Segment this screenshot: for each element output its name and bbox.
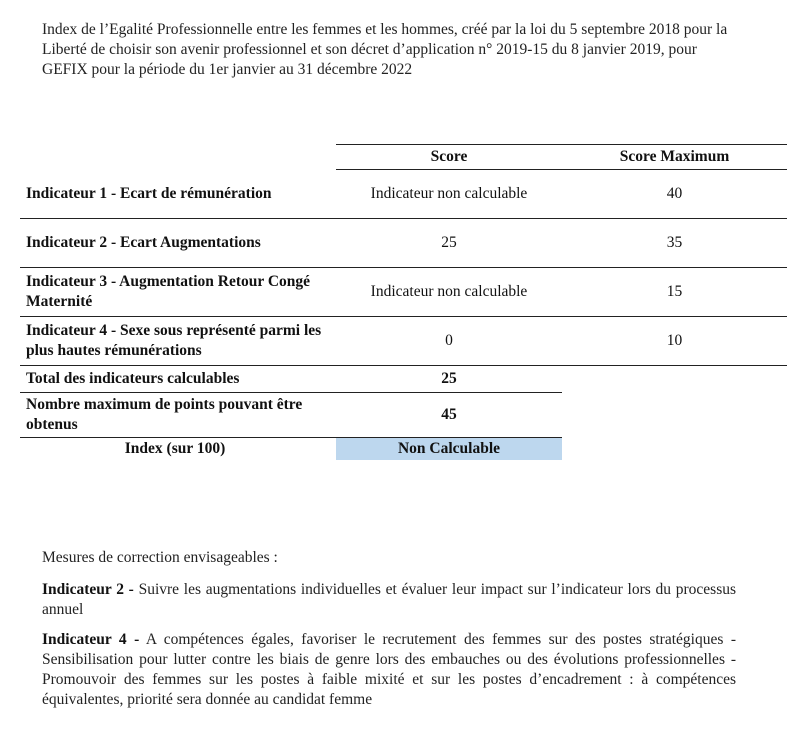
score-table — [20, 144, 787, 460]
correction-measures — [42, 548, 736, 720]
index-value: Non Calculable — [336, 438, 562, 461]
max-points-row — [20, 393, 787, 438]
row-max: 40 — [562, 170, 787, 219]
table-row — [20, 170, 787, 219]
header-score: Score — [336, 145, 562, 170]
row-label: Indicateur 2 - Ecart Augmentations — [20, 219, 336, 268]
total-row — [20, 366, 787, 393]
table-header-row — [20, 145, 787, 170]
intro-paragraph: Index de l’Egalité Professionnelle entre les femmes et les hommes, créé par la loi du 5 septembre 2018 pour la Liberté de choisir son avenir professionnel et son décret d’application n° 2019-15 du 8 janvier 2019, pour GEFIX pour la période du 1er janvier au 31 décembre 2022 — [42, 21, 728, 78]
table-row — [20, 317, 787, 366]
max-points-value: 45 — [336, 393, 562, 438]
measure-indicator-name: Indicateur 4 - — [42, 631, 140, 648]
measure-indicator-name: Indicateur 2 - — [42, 581, 134, 598]
row-score: 25 — [336, 219, 562, 268]
max-points-empty-cell — [562, 393, 787, 438]
row-label: Indicateur 3 - Augmentation Retour Congé Maternité — [20, 268, 336, 317]
row-score: Indicateur non calculable — [336, 170, 562, 219]
row-label: Indicateur 1 - Ecart de rémunération — [20, 170, 336, 219]
row-max: 15 — [562, 268, 787, 317]
row-max: 35 — [562, 219, 787, 268]
row-score: Indicateur non calculable — [336, 268, 562, 317]
table-row — [20, 268, 787, 317]
row-label: Indicateur 4 - Sexe sous représenté parmi les plus hautes rémunérations — [20, 317, 336, 366]
measure-text: Suivre les augmentations individuelles et évaluer leur impact sur l’indicateur lors du processus annuel — [42, 581, 737, 618]
max-points-label: Nombre maximum de points pouvant être obtenus — [20, 393, 336, 438]
header-empty-cell — [20, 145, 336, 170]
header-score-max: Score Maximum — [562, 145, 787, 170]
row-score: 0 — [336, 317, 562, 366]
measure-text: A compétences égales, favoriser le recrutement des femmes sur des postes stratégiques - Sensibilisation pour lutter contre les biais de genre lors des embauches ou des évolutions professionnelles - Promouvoir des femmes sur les postes à faible mixité et sur les postes d’encadrement : à compétences équivalentes, priorité sera donnée au candidat femme — [42, 631, 736, 708]
total-value: 25 — [336, 366, 562, 393]
table-row — [20, 219, 787, 268]
index-empty-cell — [562, 438, 787, 461]
total-empty-cell — [562, 366, 787, 393]
measure-item — [42, 580, 736, 620]
index-row — [20, 438, 787, 461]
measure-item — [42, 630, 736, 710]
total-label: Total des indicateurs calculables — [20, 366, 336, 393]
row-max: 10 — [562, 317, 787, 366]
measures-title: Mesures de correction envisageables : — [42, 549, 278, 566]
index-label: Index (sur 100) — [124, 440, 226, 457]
